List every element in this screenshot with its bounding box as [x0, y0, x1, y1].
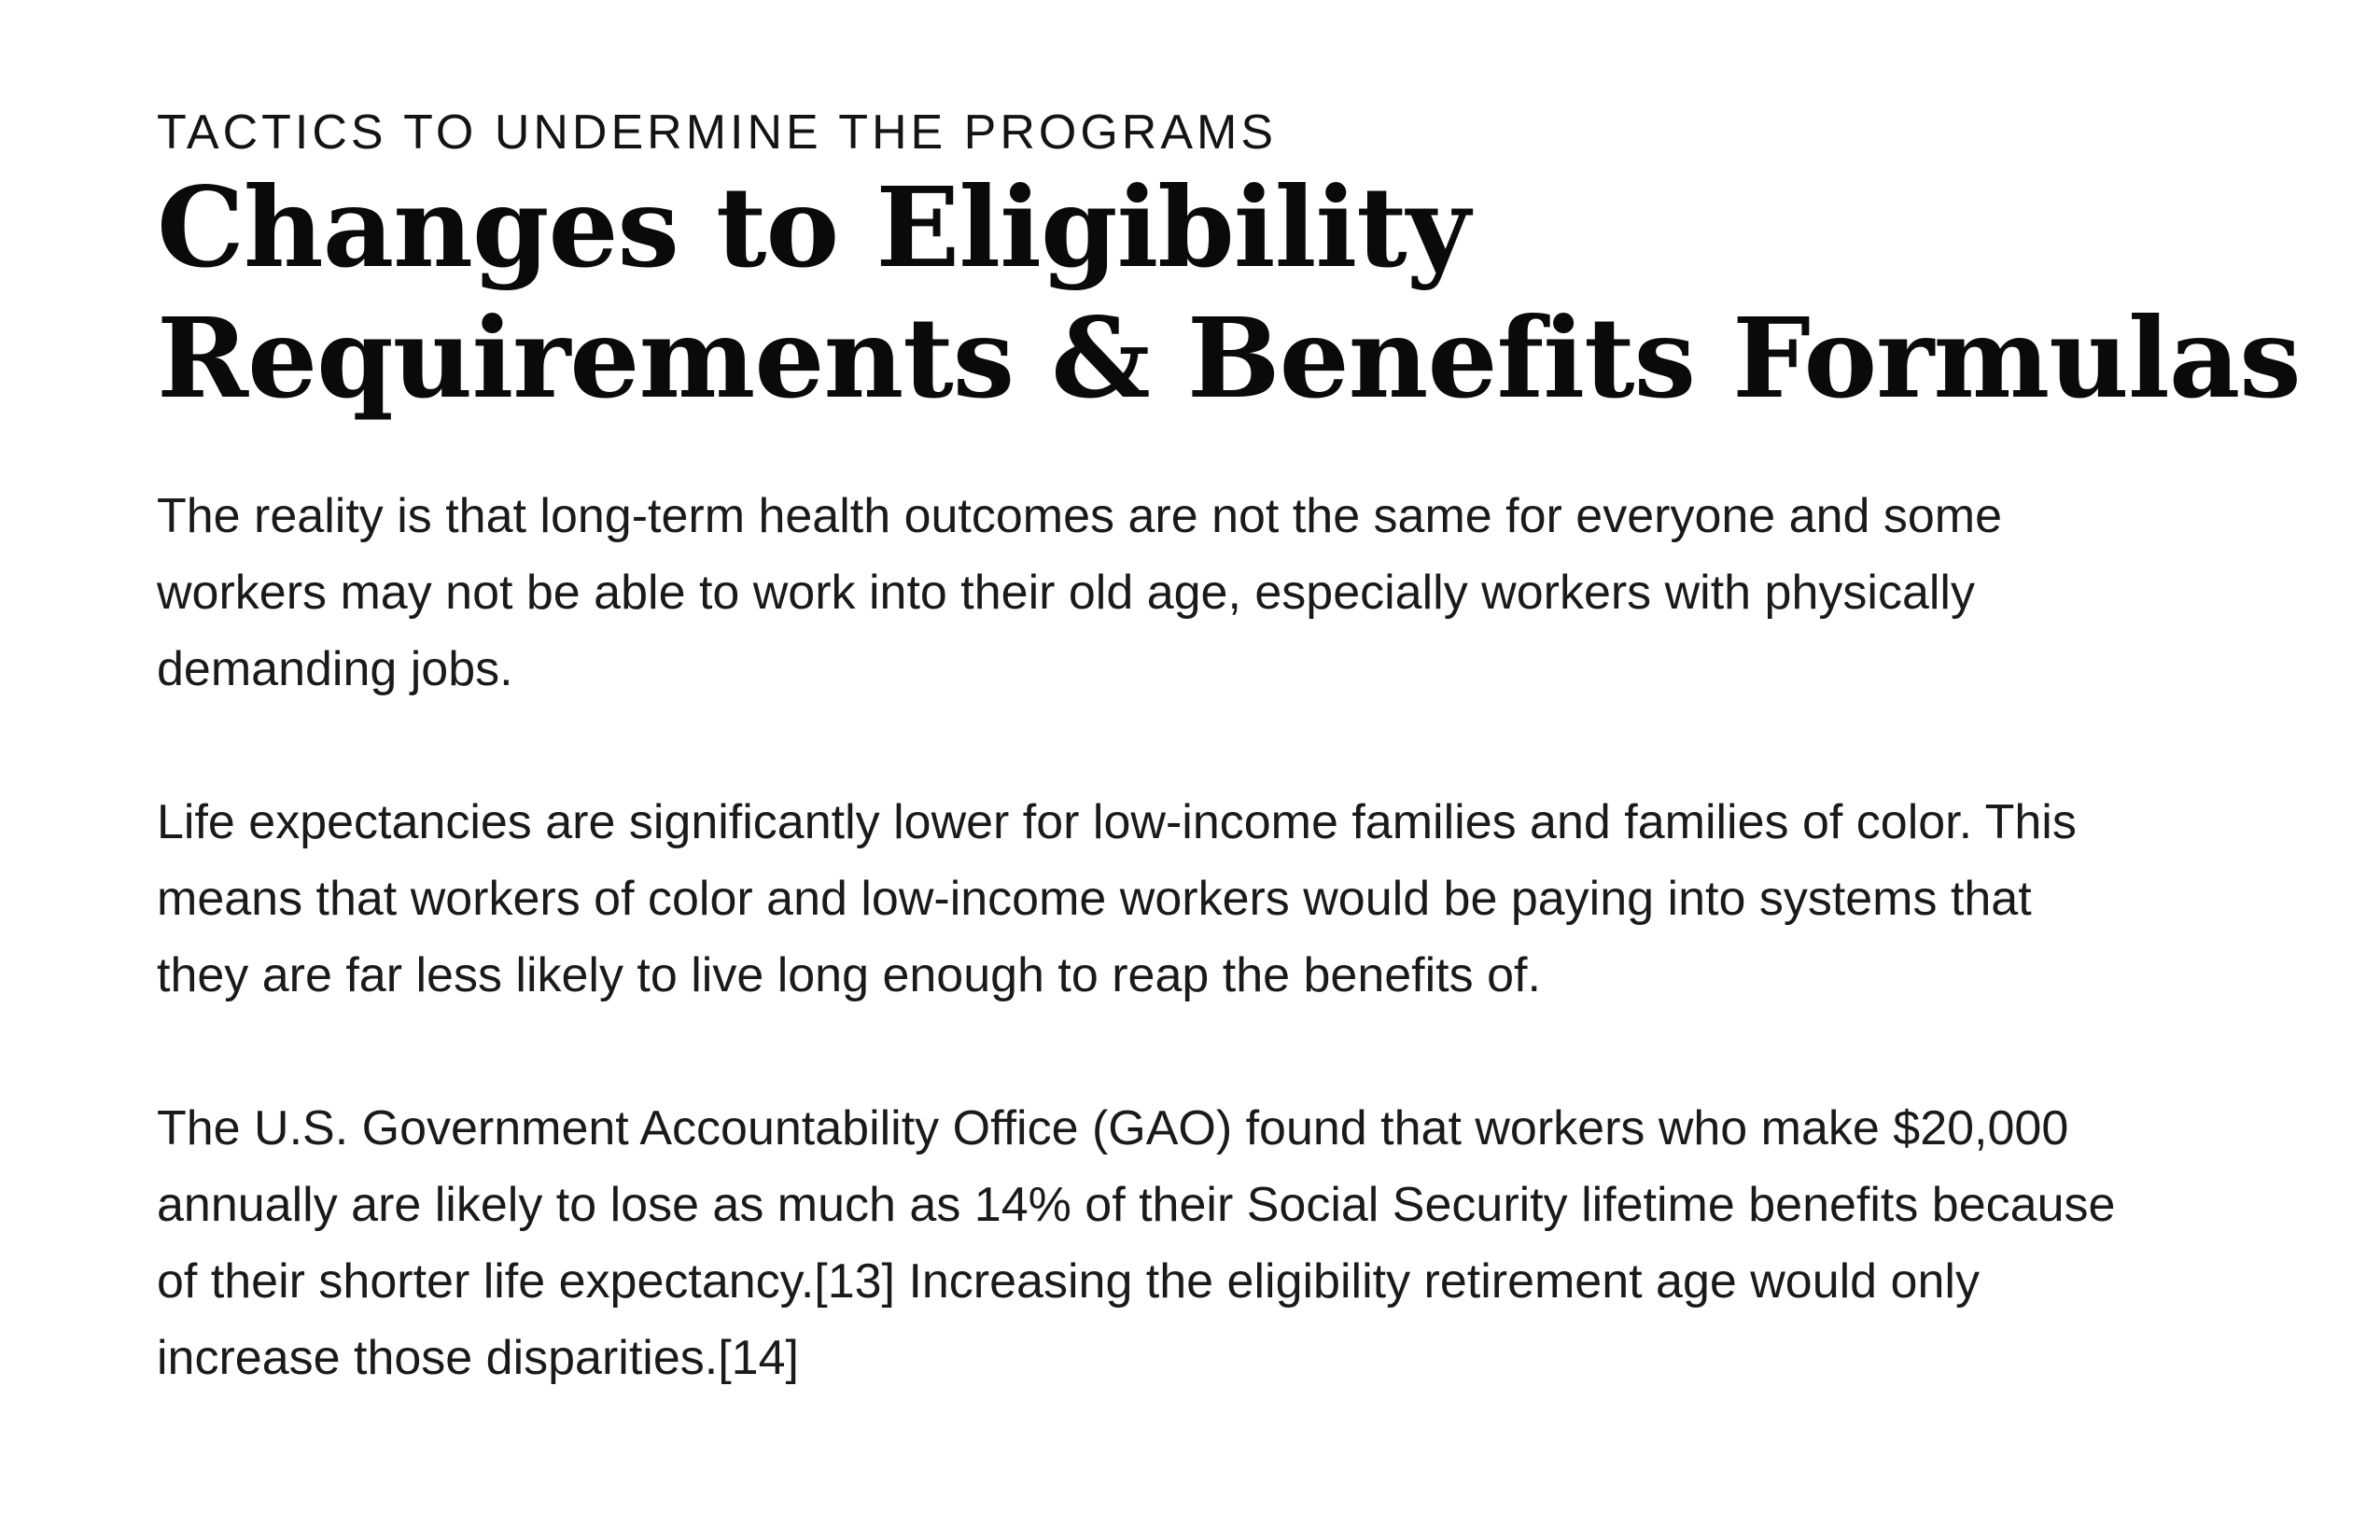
- text-line: Life expectancies are significantly lower for low-income families and families of color. This: [157, 795, 2077, 849]
- paragraph-gao-finding: [157, 1090, 2240, 1396]
- paragraph-health-outcomes: [157, 478, 2240, 707]
- text-line: workers may not be able to work into their old age, especially workers with physically: [157, 566, 1975, 620]
- text-line: increase those disparities.[14]: [157, 1331, 799, 1385]
- page-title: [157, 162, 2301, 424]
- paragraph-life-expectancy: [157, 784, 2240, 1014]
- text-line: they are far less likely to live long enough to reap the benefits of.: [157, 948, 1541, 1002]
- text-line: annually are likely to lose as much as 14% of their Social Security lifetime benefits because: [157, 1178, 2116, 1232]
- text-line: The U.S. Government Accountability Office (GAO) found that workers who make $20,000: [157, 1101, 2069, 1155]
- text-line: means that workers of color and low-income workers would be paying into systems that: [157, 872, 2032, 926]
- text-line: of their shorter life expectancy.[13] Increasing the eligibility retirement age would only: [157, 1254, 1980, 1309]
- title-line: Requirements & Benefits Formulas: [157, 293, 2301, 423]
- text-line: demanding jobs.: [157, 642, 513, 696]
- body-text: [157, 478, 2240, 1396]
- section-eyebrow: TACTICS TO UNDERMINE THE PROGRAMS: [157, 105, 1278, 160]
- title-line: Changes to Eligibility: [157, 162, 1470, 292]
- text-line: The reality is that long-term health outcomes are not the same for everyone and some: [157, 489, 2003, 543]
